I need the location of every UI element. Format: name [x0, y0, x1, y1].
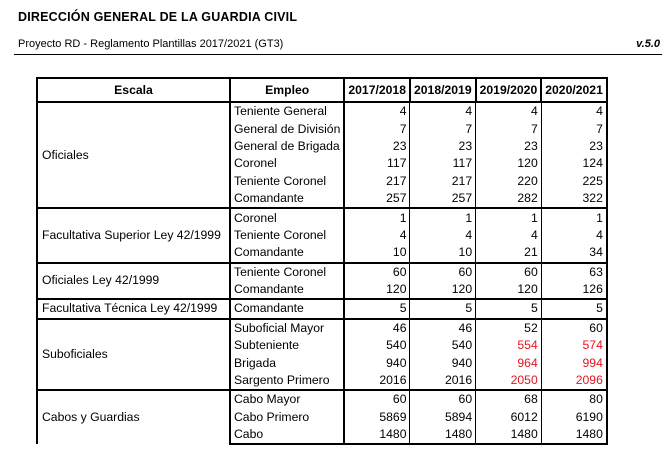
value-cell: 120 — [410, 281, 476, 299]
value-cell: 60 — [344, 263, 410, 281]
value-cell: 7 — [410, 120, 476, 137]
value-cell: 940 — [344, 354, 410, 371]
empleo-cell: Teniente Coronel — [230, 227, 344, 244]
value-cell: 5 — [476, 299, 542, 318]
value-cell: 60 — [410, 390, 476, 408]
value-cell: 6012 — [476, 409, 542, 426]
value-cell: 964 — [476, 354, 542, 371]
value-cell: 994 — [541, 354, 607, 371]
value-cell: 126 — [541, 281, 607, 299]
value-cell: 68 — [476, 390, 542, 408]
col-header-2019-2020: 2019/2020 — [476, 78, 542, 102]
value-cell: 1 — [410, 208, 476, 226]
empleo-cell: Coronel — [230, 155, 344, 172]
table-body — [37, 102, 607, 444]
value-cell: 4 — [410, 102, 476, 120]
empleo-cell: Comandante — [230, 190, 344, 208]
value-cell: 540 — [344, 337, 410, 354]
escala-cell: Cabos y Guardias — [37, 390, 230, 444]
value-cell: 7 — [541, 120, 607, 137]
value-cell: 46 — [410, 319, 476, 337]
value-cell: 63 — [541, 263, 607, 281]
value-cell: 80 — [541, 390, 607, 408]
col-header-empleo: Empleo — [230, 78, 344, 102]
empleo-cell: General de Brigada — [230, 138, 344, 155]
document-subtitle: Proyecto RD - Reglamento Plantillas 2017/2021 (GT3) — [18, 38, 284, 50]
value-cell: 120 — [344, 281, 410, 299]
value-cell: 282 — [476, 190, 542, 208]
value-cell: 1480 — [541, 426, 607, 444]
empleo-cell: Suboficial Mayor — [230, 319, 344, 337]
empleo-cell: Cabo Primero — [230, 409, 344, 426]
value-cell: 322 — [541, 190, 607, 208]
value-cell: 5 — [344, 299, 410, 318]
value-cell: 60 — [476, 263, 542, 281]
value-cell: 23 — [410, 138, 476, 155]
empleo-cell: Cabo Mayor — [230, 390, 344, 408]
table-header-row — [37, 78, 607, 102]
table-row — [37, 390, 607, 408]
escala-cell: Facultativa Técnica Ley 42/1999 — [37, 299, 230, 318]
empleo-cell: Sargento Primero — [230, 372, 344, 390]
value-cell: 2016 — [410, 372, 476, 390]
empleo-cell: Brigada — [230, 354, 344, 371]
empleo-cell: Comandante — [230, 299, 344, 318]
document-version: v.5.0 — [636, 38, 660, 50]
value-cell: 1480 — [476, 426, 542, 444]
value-cell: 10 — [344, 244, 410, 262]
empleo-cell: Coronel — [230, 208, 344, 226]
value-cell: 4 — [344, 227, 410, 244]
value-cell: 34 — [541, 244, 607, 262]
empleo-cell: Comandante — [230, 281, 344, 299]
value-cell: 1480 — [344, 426, 410, 444]
value-cell: 124 — [541, 155, 607, 172]
table-row — [37, 319, 607, 337]
escala-cell: Facultativa Superior Ley 42/1999 — [37, 208, 230, 262]
value-cell: 5869 — [344, 409, 410, 426]
value-cell: 4 — [541, 227, 607, 244]
value-cell: 225 — [541, 173, 607, 190]
value-cell: 46 — [344, 319, 410, 337]
table-row — [37, 208, 607, 226]
value-cell: 6190 — [541, 409, 607, 426]
col-header-2020-2021: 2020/2021 — [541, 78, 607, 102]
value-cell: 60 — [541, 319, 607, 337]
empleo-cell: Comandante — [230, 244, 344, 262]
value-cell: 4 — [344, 102, 410, 120]
value-cell: 217 — [410, 173, 476, 190]
value-cell: 4 — [410, 227, 476, 244]
value-cell: 217 — [344, 173, 410, 190]
value-cell: 4 — [476, 102, 542, 120]
value-cell: 5 — [541, 299, 607, 318]
value-cell: 21 — [476, 244, 542, 262]
value-cell: 23 — [344, 138, 410, 155]
value-cell: 940 — [410, 354, 476, 371]
value-cell: 1480 — [410, 426, 476, 444]
value-cell: 7 — [476, 120, 542, 137]
empleo-cell: Subteniente — [230, 337, 344, 354]
empleo-cell: Teniente Coronel — [230, 263, 344, 281]
value-cell: 2016 — [344, 372, 410, 390]
table-row — [37, 299, 607, 318]
value-cell: 23 — [541, 138, 607, 155]
value-cell: 257 — [344, 190, 410, 208]
value-cell: 23 — [476, 138, 542, 155]
value-cell: 60 — [344, 390, 410, 408]
value-cell: 554 — [476, 337, 542, 354]
col-header-2017-2018: 2017/2018 — [344, 78, 410, 102]
value-cell: 2096 — [541, 372, 607, 390]
empleo-cell: General de División — [230, 120, 344, 137]
value-cell: 257 — [410, 190, 476, 208]
value-cell: 5 — [410, 299, 476, 318]
value-cell: 1 — [541, 208, 607, 226]
value-cell: 10 — [410, 244, 476, 262]
value-cell: 120 — [476, 281, 542, 299]
table-row — [37, 263, 607, 281]
value-cell: 5894 — [410, 409, 476, 426]
escala-cell: Oficiales Ley 42/1999 — [37, 263, 230, 300]
value-cell: 540 — [410, 337, 476, 354]
value-cell: 117 — [410, 155, 476, 172]
table-row — [37, 102, 607, 120]
value-cell: 4 — [476, 227, 542, 244]
escala-cell: Suboficiales — [37, 319, 230, 391]
value-cell: 1 — [476, 208, 542, 226]
empleo-cell: Teniente Coronel — [230, 173, 344, 190]
value-cell: 7 — [344, 120, 410, 137]
value-cell: 52 — [476, 319, 542, 337]
value-cell: 2050 — [476, 372, 542, 390]
value-cell: 4 — [541, 102, 607, 120]
value-cell: 120 — [476, 155, 542, 172]
col-header-2018-2019: 2018/2019 — [410, 78, 476, 102]
col-header-escala: Escala — [37, 78, 230, 102]
header-divider — [14, 54, 662, 55]
value-cell: 60 — [410, 263, 476, 281]
value-cell: 220 — [476, 173, 542, 190]
escala-cell: Oficiales — [37, 102, 230, 208]
empleo-cell: Teniente General — [230, 102, 344, 120]
value-cell: 1 — [344, 208, 410, 226]
value-cell: 574 — [541, 337, 607, 354]
plantillas-table — [36, 77, 608, 445]
document-title: DIRECCIÓN GENERAL DE LA GUARDIA CIVIL — [18, 10, 298, 24]
empleo-cell: Cabo — [230, 426, 344, 444]
value-cell: 117 — [344, 155, 410, 172]
